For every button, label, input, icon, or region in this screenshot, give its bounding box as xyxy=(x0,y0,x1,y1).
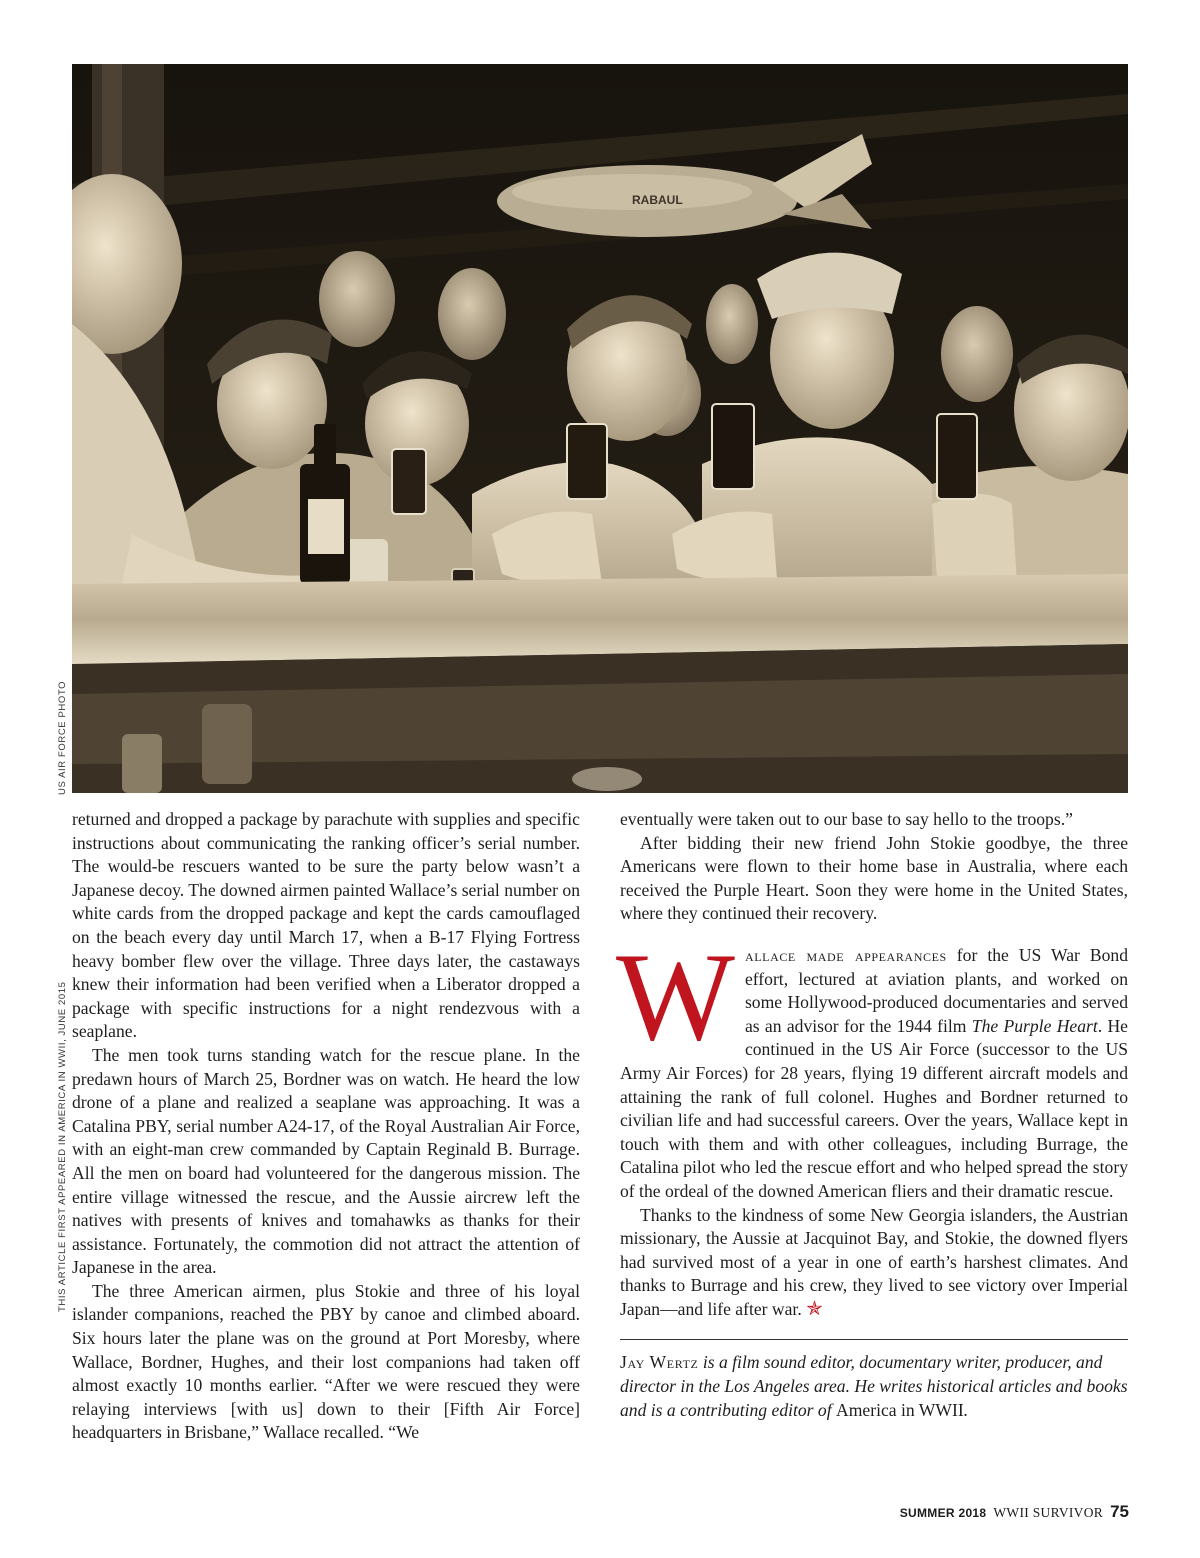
magazine-name: America in WWII xyxy=(836,1399,964,1420)
paragraph: The three American airmen, plus Stokie and three of his loyal islander companions, reached the PBY by canoe and climbed aboard. Six hours later the plane was on the ground at Port Moresby, where Wallace, Bordner, Hughes, and their lost companions had taken off almost exactly 10 months earlier. “After we were rescued they were relaying interviews [with us] down to their [Fifth Air Force] headquarters in Brisbane,” Wallace recalled. “We xyxy=(72,1280,580,1443)
bar-scene-illustration xyxy=(72,64,1128,793)
bio-divider xyxy=(620,1339,1128,1340)
photo xyxy=(72,64,1128,793)
photo-credit: US AIR FORCE PHOTO xyxy=(57,680,68,795)
author-bio: Jay Wertz is a film sound editor, documentary writer, producer, and director in the Los Angeles area. He writes historical articles and books and is a contributing editor of America in WWII. xyxy=(620,1352,1128,1420)
paragraph: eventually were taken out to our base to say hello to the troops.” xyxy=(620,809,1073,829)
paragraph: After bidding their new friend John Stokie goodbye, the three Americans were flown to their home base in Australia, where each received the Purple Heart. Soon they were home in the United States, where they continued their recovery. xyxy=(620,832,1128,924)
page-footer xyxy=(900,1502,1129,1522)
bomb-label: RABAUL xyxy=(632,193,683,207)
drop-cap: W xyxy=(616,927,735,1067)
article-origin-note: THIS ARTICLE FIRST APPEARED IN AMERICA IN WWII, JUNE 2015 xyxy=(57,981,68,1312)
end-star-icon: ✯ xyxy=(806,1297,823,1320)
left-column xyxy=(72,808,580,1445)
magazine-title: WWII SURVIVOR xyxy=(993,1505,1104,1520)
right-column xyxy=(616,808,1129,1422)
paragraph: The men took turns standing watch for the rescue plane. In the predawn hours of March 25, Bordner was on watch. He heard the low drone of a plane and realized a seaplane was approaching. It was a Catalina PBY, serial number A24-17, of the Royal Australian Air Force, with an eight-man crew commanded by Captain Reginald B. Burrage. All the men on board had volunteered for the dangerous mission. The entire village witnessed the rescue, and the Aussie aircrew left the natives with presents of knives and tomahawks as thanks for their assistance. Fortunately, the commotion did not attract the attention of Japanese in the area. xyxy=(72,1044,580,1278)
author-name: Jay Wertz xyxy=(620,1352,699,1373)
lead-in-small-caps: allace made appearances xyxy=(744,944,947,965)
film-title: The Purple Heart xyxy=(971,1015,1098,1036)
paragraph: returned and dropped a package by parachute with supplies and specific instructions about communicating the ranking officer’s serial number. The would-be rescuers wanted to be sure the party below wasn’t a Japanese decoy. The downed airmen painted Wallace’s serial number on white cards from the dropped package and kept the cards camouflaged on the beach every day until March 17, when a B-17 Flying Fortress heavy bomber flew over the village. Three days later, the castaways knew their information had been verified when a Liberator dropped a package with specific instructions for a night rendezvous with a seaplane. xyxy=(72,809,580,1042)
page-number: 75 xyxy=(1110,1502,1129,1521)
issue-season: SUMMER 2018 xyxy=(899,1506,987,1520)
section-lead-paragraph: Wallace made appearances for the US War Bond effort, lectured at aviation plants, and worked on some Hollywood-produced documentaries and served as an advisor for the 1944 film The Purple Heart. He continued in the US Air Force (successor to the US Army Air Forces) for 28 years, flying 19 different aircraft models and attaining the rank of full colonel. Hughes and Bordner returned to civilian life and had successful careers. Over the years, Wallace kept in touch with them and with other colleagues, including Burrage, the Catalina pilot who led the rescue effort and who helped spread the story of the ordeal of the downed American fliers and their dramatic rescue. xyxy=(616,927,1129,1201)
closing-paragraph: Thanks to the kindness of some New Georgia islanders, the Austrian missionary, the Aussie at Jacquinot Bay, and Stokie, the downed flyers had survived most of a year in one of earth’s harshest climates. And thanks to Burrage and his crew, they lived to see victory over Imperial Japan—and life after war. ✯ xyxy=(620,1204,1128,1320)
